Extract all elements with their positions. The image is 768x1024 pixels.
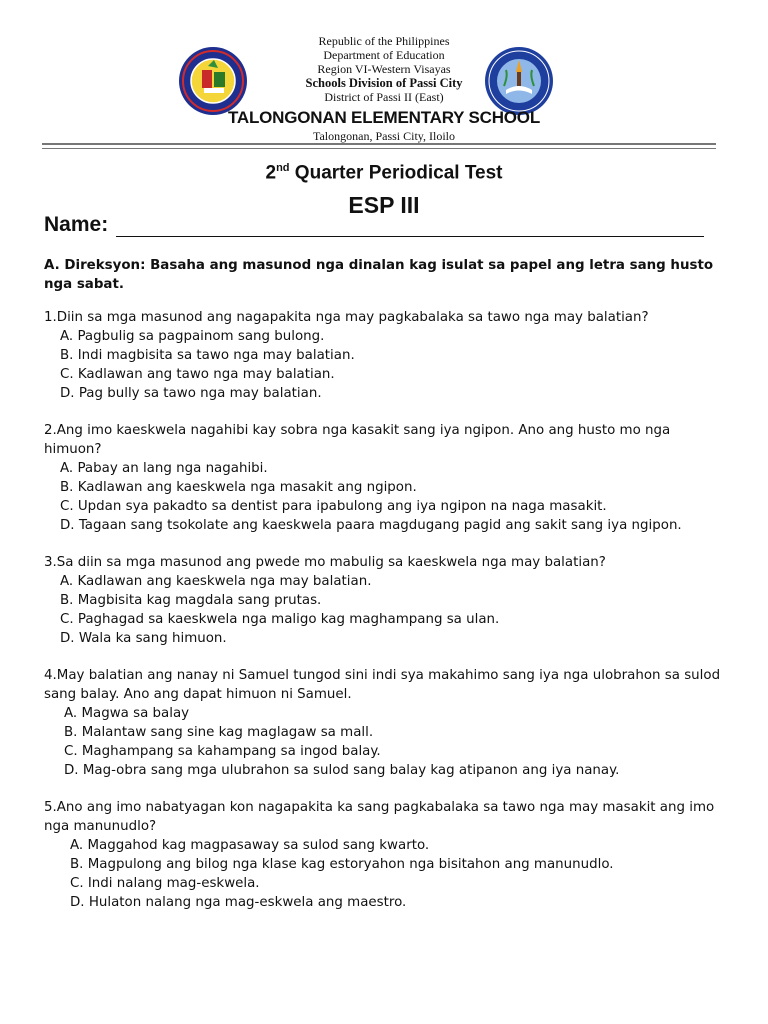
- option-a: A. Kadlawan ang kaeskwela nga may balatian.: [60, 574, 372, 589]
- question-4: [44, 666, 724, 780]
- option-c: C. Indi nalang mag-eskwela.: [70, 876, 260, 891]
- option-c: C. Updan sya pakadto sa dentist para ipabulong ang iya ngipon na naga masakit.: [60, 499, 607, 514]
- directions-text: A. Direksyon: Basaha ang masunod nga dinalan kag isulat sa papel ang letra sang husto nga sabat.: [44, 258, 714, 292]
- option-a: A. Magwa sa balay: [64, 706, 190, 721]
- option-a: A. Maggahod kag magpasaway sa sulod sang kwarto.: [70, 838, 430, 853]
- question-5: [44, 798, 724, 912]
- letterhead: [0, 34, 768, 143]
- header-line-republic: Republic of the Philippines: [318, 34, 450, 48]
- option-d: D. Mag-obra sang mga ulubrahon sa sulod sang balay kag atipanon ang iya nanay.: [64, 763, 620, 778]
- question-text: 4.May balatian ang nanay ni Samuel tungod sini indi sya makahimo sang iya nga ulobrahon sa sulod sang balay. Ano ang dapat himuon ni Samuel.: [44, 668, 721, 702]
- option-d: D. Pag bully sa tawo nga may balatian.: [60, 386, 322, 401]
- question-text: 2.Ang imo kaeskwela nagahibi kay sobra nga kasakit sang iya ngipon. Ano ang husto mo nga himuon?: [44, 423, 671, 457]
- name-field-row: [44, 213, 704, 237]
- option-d: D. Tagaan sang tsokolate ang kaeskwela paara magdugang pagid ang sakit sang iya ngipon.: [60, 518, 682, 533]
- option-a: A. Pabay an lang nga nagahibi.: [60, 461, 268, 476]
- question-text: 1.Diin sa mga masunod ang nagapakita nga may pagkabalaka sa tawo nga may balatian?: [44, 310, 649, 325]
- header-line-deped: Department of Education: [323, 48, 445, 62]
- test-title: 2nd Quarter Periodical Test: [265, 162, 503, 184]
- header-divider-thin: [42, 148, 716, 149]
- option-b: B. Magbisita kag magdala sang prutas.: [60, 593, 322, 608]
- question-text: 5.Ano ang imo nabatyagan kon nagapakita ka sang pagkabalaka sa tawo nga may masakit ang imo nga manunudlo?: [44, 800, 715, 834]
- question-text: 3.Sa diin sa mga masunod ang pwede mo mabulig sa kaeskwela nga may balatian?: [44, 555, 606, 570]
- name-blank-line[interactable]: [116, 216, 704, 237]
- school-address: Talongonan, Passi City, Iloilo: [312, 129, 456, 143]
- option-b: B. Kadlawan ang kaeskwela nga masakit ang ngipon.: [60, 480, 417, 495]
- test-body: [44, 256, 724, 930]
- option-b: B. Magpulong ang bilog nga klase kag estoryahon nga bisitahon ang manunudlo.: [70, 857, 614, 872]
- question-2: [44, 421, 724, 535]
- header-line-region: Region VI-Western Visayas: [317, 62, 451, 76]
- header-line-division: Schools Division of Passi City: [305, 76, 463, 90]
- option-b: B. Malantaw sang sine kag maglagaw sa mall.: [64, 725, 374, 740]
- question-1: [44, 308, 724, 403]
- option-a: A. Pagbulig sa pagpainom sang bulong.: [60, 329, 325, 344]
- option-d: D. Wala ka sang himuon.: [60, 631, 227, 646]
- option-c: C. Maghampang sa kahampang sa ingod balay.: [64, 744, 381, 759]
- option-b: B. Indi magbisita sa tawo nga may balatian.: [60, 348, 355, 363]
- option-c: C. Kadlawan ang tawo nga may balatian.: [60, 367, 335, 382]
- option-d: D. Hulaton nalang nga mag-eskwela ang maestro.: [70, 895, 407, 910]
- question-3: [44, 553, 724, 648]
- subject-title: ESP III: [348, 192, 420, 219]
- name-label: Name:: [44, 213, 109, 236]
- header-line-district: District of Passi II (East): [324, 90, 444, 104]
- school-name: TALONGONAN ELEMENTARY SCHOOL: [227, 108, 541, 127]
- option-c: C. Paghagad sa kaeskwela nga maligo kag maghampang sa ulan.: [60, 612, 500, 627]
- header-divider: [42, 143, 716, 145]
